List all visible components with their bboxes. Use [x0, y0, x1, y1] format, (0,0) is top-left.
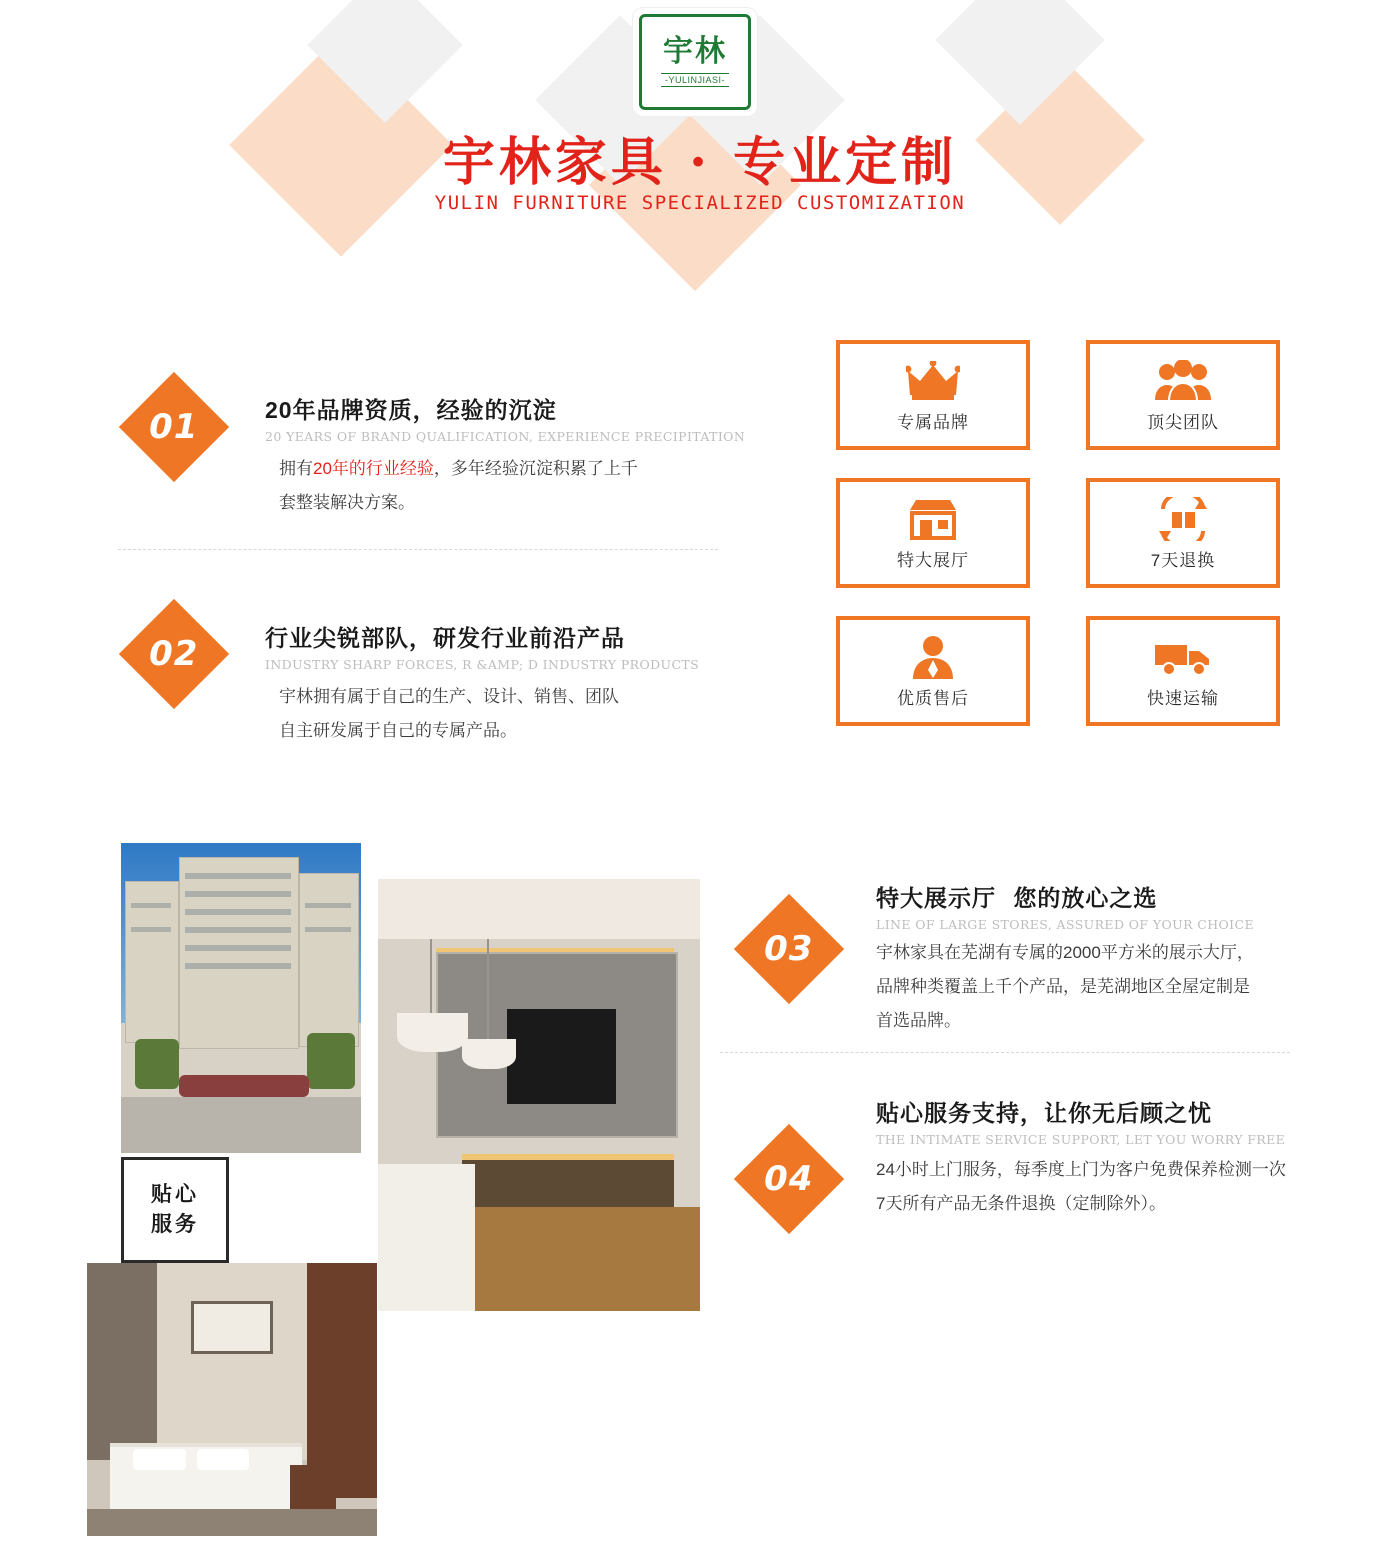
block-number-badge-03 — [734, 894, 844, 1004]
block-body-04-line2: 7天所有产品无条件退换（定制除外）。 — [876, 1194, 1166, 1213]
photo-living-tv — [507, 1009, 616, 1104]
advantage-card-aftersales[interactable] — [836, 616, 1030, 726]
photo-building-windows-d — [185, 927, 291, 933]
block-body-03-line2: 品牌种类覆盖上千个产品，是芜湖地区全屋定制是 — [876, 977, 1250, 996]
photo-living-lamp-cord-2 — [487, 939, 489, 1043]
block-body-01-pre: 拥有 — [279, 459, 313, 478]
logo-pinyin: -YULINJIASI- — [661, 73, 729, 87]
photo-building-hedge — [179, 1075, 309, 1097]
block-body-03-line3: 首选品牌。 — [876, 1011, 961, 1030]
photo-building-windows-j — [305, 927, 351, 932]
block-number-02: 02 — [149, 633, 199, 674]
block-number-04: 04 — [764, 1158, 814, 1199]
advantage-label-team: 顶尖团队 — [1147, 412, 1219, 432]
page-subtitle: YULIN FURNITURE SPECIALIZED CUSTOMIZATION — [434, 192, 966, 214]
photo-living-cabinet-glow — [462, 1154, 675, 1160]
advantage-label-brand: 专属品牌 — [897, 412, 969, 432]
block-body-02 — [265, 680, 885, 748]
photo-building-windows-b — [185, 891, 291, 897]
photo-building-windows-h — [131, 927, 171, 932]
block-title-02: 行业尖锐部队，研发行业前沿产品 — [265, 625, 625, 651]
photo-living-ceiling — [378, 879, 700, 939]
block-body-02-line1: 宇林拥有属于自己的生产、设计、销售、团队 — [279, 687, 619, 706]
brand-logo — [633, 8, 757, 116]
photo-building-road — [121, 1097, 361, 1153]
block-title-03-rest: 您的放心之选 — [1013, 885, 1158, 911]
block-subtitle-03: LINE OF LARGE STORES, ASSURED OF YOUR CHOICE — [876, 917, 1254, 932]
advantages-grid — [836, 340, 1280, 726]
photo-bedroom-framed-art — [191, 1301, 272, 1353]
advantage-label-showroom: 特大展厅 — [897, 550, 969, 570]
advantage-card-shipping[interactable] — [1086, 616, 1280, 726]
photo-living-lamp-cord-1 — [430, 939, 432, 1017]
block-body-03-line1: 宇林家具在芜湖有专属的2000平方米的展示大厅， — [876, 943, 1254, 962]
block-body-04-line1: 24小时上门服务，每季度上门为客户免费保养检测一次 — [876, 1160, 1286, 1179]
photo-living-room — [378, 879, 700, 1311]
photo-bedroom-pillow-2 — [197, 1449, 249, 1471]
photo-bedroom-floor — [87, 1509, 377, 1536]
advantage-label-aftersales: 优质售后 — [897, 688, 969, 708]
logo-inner-frame — [639, 14, 751, 110]
photo-living-lamp-1 — [397, 1013, 468, 1052]
photo-building-tower-main — [179, 857, 299, 1049]
photo-building-windows-a — [185, 873, 291, 879]
photo-bedroom-headboard-wall — [157, 1263, 308, 1460]
block-number-03: 03 — [764, 928, 814, 969]
advantage-card-showroom[interactable] — [836, 478, 1030, 588]
advantage-card-return[interactable] — [1086, 478, 1280, 588]
team-icon — [1154, 358, 1212, 404]
block-number-badge-01 — [119, 372, 229, 482]
photo-bedroom-curtain — [87, 1263, 157, 1460]
photo-living-bed-corner — [378, 1164, 475, 1311]
block-title-04: 贴心服务支持，让你无后顾之忧 — [876, 1100, 1212, 1126]
block-title-03 — [876, 880, 1376, 913]
photo-building-tree-1 — [135, 1039, 179, 1089]
block-divider-right — [720, 1052, 1290, 1053]
photo-building — [121, 843, 361, 1153]
photo-building-tree-2 — [307, 1033, 355, 1089]
photo-bedroom-wardrobe — [307, 1263, 377, 1498]
block-body-02-line2: 自主研发属于自己的专属产品。 — [279, 721, 517, 740]
return-icon — [1155, 496, 1211, 542]
block-number-badge-04 — [734, 1124, 844, 1234]
advantage-card-brand[interactable] — [836, 340, 1030, 450]
truck-icon — [1153, 634, 1213, 680]
block-subtitle-04: THE INTIMATE SERVICE SUPPORT, LET YOU WORRY FREE — [876, 1132, 1286, 1147]
page-title: 宇林家具 · 专业定制 — [442, 132, 958, 193]
page-header — [0, 0, 1400, 300]
block-title-03-strong: 特大展示厅 — [876, 885, 996, 911]
block-divider-left — [118, 549, 718, 550]
photo-living-lamp-2 — [462, 1039, 517, 1069]
store-icon — [906, 496, 960, 542]
photo-building-windows-f — [185, 963, 291, 969]
photo-bedroom — [87, 1263, 377, 1536]
photo-building-tower-right — [299, 873, 359, 1047]
service-person-icon — [909, 634, 957, 680]
block-body-03 — [876, 936, 1376, 1038]
photo-living-cabinet — [462, 1160, 675, 1212]
photo-bedroom-pillow-1 — [133, 1449, 185, 1471]
block-title-01: 20年品牌资质，经验的沉淀 — [265, 397, 557, 423]
crown-icon — [906, 358, 960, 404]
service-badge-line2: 服务 — [151, 1213, 199, 1236]
block-body-01-post: ，多年经验沉淀积累了上千 — [433, 459, 638, 478]
photo-building-windows-g — [131, 903, 171, 908]
photo-building-windows-e — [185, 945, 291, 951]
block-subtitle-02: INDUSTRY SHARP FORCES, R &AMP; D INDUSTRY PRODUCTS — [265, 657, 700, 672]
service-badge — [121, 1157, 229, 1263]
advantage-label-shipping: 快速运输 — [1147, 688, 1219, 708]
advantage-card-team[interactable] — [1086, 340, 1280, 450]
photo-building-windows-c — [185, 909, 291, 915]
block-body-01-highlight: 20年的行业经验 — [313, 459, 434, 478]
block-body-04 — [876, 1153, 1376, 1221]
block-number-01: 01 — [149, 406, 199, 447]
advantage-label-return: 7天退换 — [1150, 550, 1216, 570]
logo-chinese-name: 宇林 — [663, 34, 727, 69]
photo-building-windows-i — [305, 903, 351, 908]
block-body-01-line2: 套整装解决方案。 — [279, 493, 415, 512]
service-badge-line1: 贴心 — [151, 1183, 199, 1206]
block-body-01 — [265, 452, 865, 520]
block-number-badge-02 — [119, 599, 229, 709]
block-subtitle-01: 20 YEARS OF BRAND QUALIFICATION, EXPERIENCE PRECIPITATION — [265, 429, 746, 444]
